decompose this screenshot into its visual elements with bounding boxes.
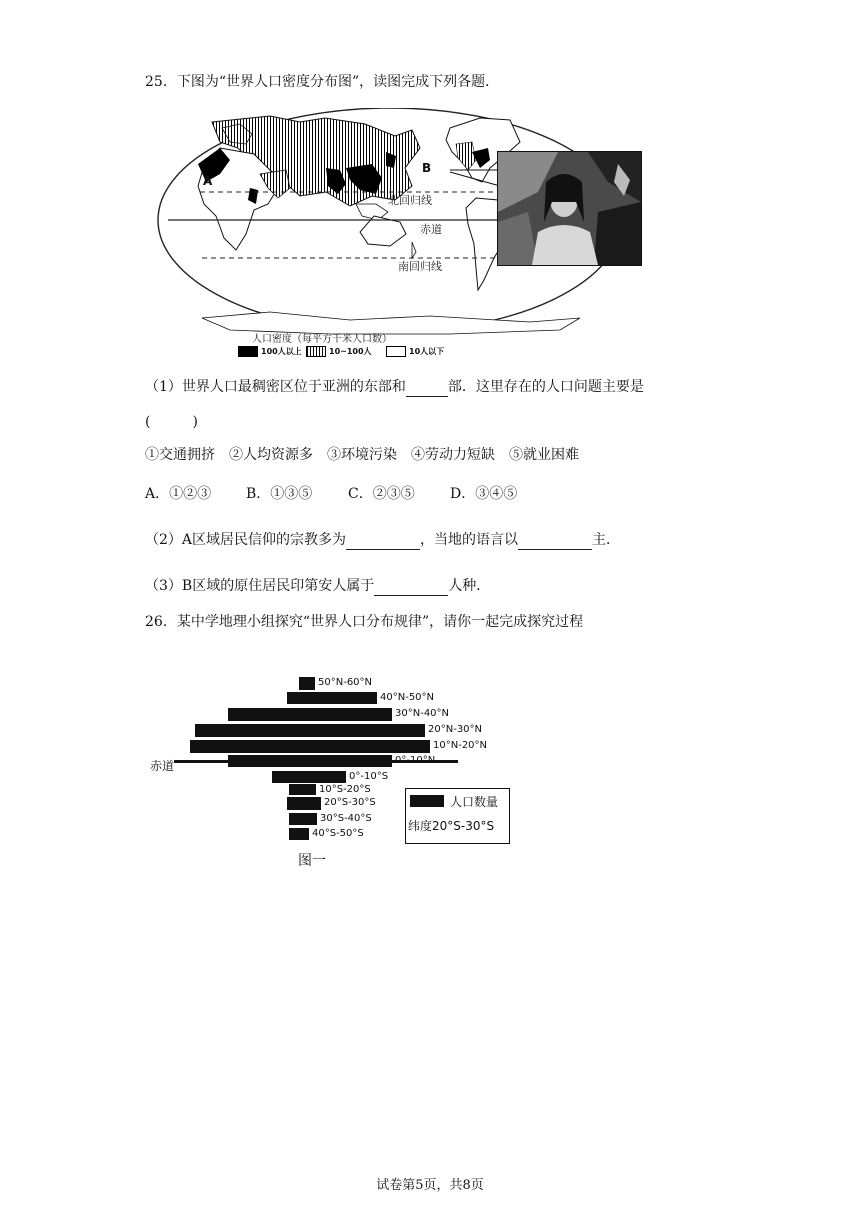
q25-sub1-answer-paren[interactable]: ( ) bbox=[145, 414, 198, 430]
q25-sub2-prefix: （2）A区域居民信仰的宗教多为 bbox=[145, 532, 347, 548]
tropic-of-capricorn-label: 南回归线 bbox=[398, 260, 442, 273]
latitude-band-label: 20°N-30°N bbox=[428, 724, 483, 735]
latitude-band-label: 0°-10°S bbox=[349, 771, 389, 782]
equator-label: 赤道 bbox=[420, 223, 442, 236]
region-a-label: A bbox=[203, 174, 213, 188]
chart-legend-latitude: 纬度20°S-30°S bbox=[408, 819, 495, 833]
latitude-band-label: 40°S-50°S bbox=[312, 828, 364, 839]
population-bar bbox=[299, 677, 315, 690]
latitude-band-label: 40°N-50°N bbox=[380, 692, 435, 703]
legend-item-low bbox=[386, 346, 444, 357]
legend-item-medium bbox=[306, 346, 372, 357]
latitude-band-label: 0°-10°N bbox=[395, 755, 436, 766]
q26-title: 26．某中学地理小组探究“世界人口分布规律”，请你一起完成探究过程 bbox=[145, 614, 584, 630]
q25-sub1-blank[interactable] bbox=[406, 382, 448, 397]
q25-sub3-prefix: （3）B区域的原住居民印第安人属于 bbox=[145, 578, 375, 594]
q25-sub2-mid: ，当地的语言以 bbox=[420, 532, 519, 548]
q25-title: 25．下图为“世界人口密度分布图”，读图完成下列各题． bbox=[145, 74, 500, 90]
chart-equator-label: 赤道 bbox=[150, 759, 175, 773]
population-by-latitude-chart bbox=[150, 670, 530, 875]
q25-sub2 bbox=[145, 530, 620, 550]
choice-c[interactable]: C．②③⑤ bbox=[348, 486, 415, 502]
legend-swatch-white bbox=[386, 346, 406, 357]
q25-sub1-suffix: 部．这里存在的人口问题主要是 bbox=[447, 379, 644, 395]
population-bar bbox=[287, 797, 321, 810]
chart-caption: 图一 bbox=[298, 853, 326, 869]
latitude-band-label: 30°S-40°S bbox=[320, 813, 372, 824]
legend-item-high bbox=[238, 346, 302, 357]
legend-title: 人口密度（每平方千米人口数） bbox=[252, 334, 392, 345]
population-bar bbox=[195, 724, 425, 737]
chart-legend-swatch bbox=[410, 795, 444, 807]
chart-legend bbox=[405, 788, 510, 844]
legend-swatch-black bbox=[238, 346, 258, 357]
population-bar bbox=[190, 740, 430, 753]
legend-label-medium: 10~100人 bbox=[329, 347, 372, 356]
choice-a[interactable]: A．①②③ bbox=[145, 486, 212, 502]
indigenous-person-photo bbox=[497, 151, 642, 266]
population-bar bbox=[289, 828, 309, 840]
population-bar bbox=[228, 755, 392, 767]
choice-d[interactable]: D．③④⑤ bbox=[450, 486, 518, 502]
q25-options: ①交通拥挤 ②人均资源多 ③环境污染 ④劳动力短缺 ⑤就业困难 bbox=[145, 447, 579, 463]
legend-label-high: 100人以上 bbox=[261, 347, 302, 356]
chart-legend-item: 人口数量 bbox=[450, 795, 499, 809]
choice-b[interactable]: B．①③⑤ bbox=[246, 486, 313, 502]
q25-sub2-suffix: 主． bbox=[592, 532, 621, 548]
legend-swatch-hatched bbox=[306, 346, 326, 357]
latitude-band-label: 20°S-30°S bbox=[324, 797, 376, 808]
region-b-label: B bbox=[422, 161, 432, 175]
latitude-band-label: 10°N-20°N bbox=[433, 740, 488, 751]
q25-sub1 bbox=[145, 377, 644, 397]
legend-label-low: 10人以下 bbox=[409, 347, 445, 356]
page-footer: 试卷第5页，共8页 bbox=[376, 1178, 484, 1193]
latitude-band-label: 50°N-60°N bbox=[318, 677, 373, 688]
tropic-of-cancer-label: 北回归线 bbox=[388, 194, 432, 207]
q25-sub2-blank-language[interactable] bbox=[518, 535, 592, 550]
population-bar bbox=[287, 692, 377, 704]
population-bar bbox=[289, 813, 317, 825]
q25-sub3-blank[interactable] bbox=[374, 581, 448, 596]
q25-sub3 bbox=[145, 576, 490, 596]
latitude-band-label: 30°N-40°N bbox=[395, 708, 450, 719]
population-bar bbox=[272, 771, 346, 783]
latitude-band-label: 10°S-20°S bbox=[319, 784, 371, 795]
q25-sub2-blank-religion[interactable] bbox=[346, 535, 420, 550]
population-bar bbox=[228, 708, 392, 721]
q25-sub3-suffix: 人种． bbox=[448, 578, 491, 594]
population-bar bbox=[289, 784, 316, 795]
q25-sub1-prefix: （1）世界人口最稠密区位于亚洲的东部和 bbox=[145, 379, 406, 395]
